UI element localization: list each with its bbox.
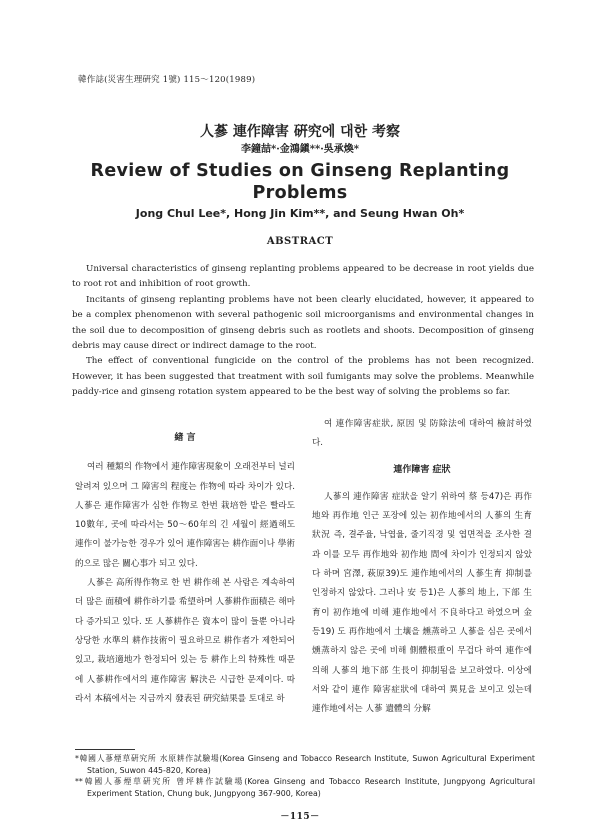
abstract-paragraph: Universal characteristics of ginseng replanting problems appeared to be decrease in root yields due to root rot and inhibition of root growth.: [72, 264, 534, 290]
right-column: [312, 415, 532, 719]
footnote-divider: [75, 749, 135, 750]
introduction-heading: 緖 言: [174, 433, 196, 443]
korean-authors: 李鐘喆*·金鴻鎭**·吳承煥*: [241, 144, 359, 155]
page-number: －115－: [280, 812, 320, 822]
symptoms-heading: 連作障害 症狀: [393, 464, 451, 475]
abstract-paragraph: Incitants of ginseng replanting problems have not been clearly elucidated, however, it appeared to be a complex phenomenon with several pathogenic soil microorganisms and environmental changes in the soil due to decomposition of ginseng debris such as rootlets and shoots. Decomposition of ginseng debris may cause direct or indirect damage to the root.: [72, 294, 534, 352]
abstract-paragraph: The effect of conventional fungicide on the control of the problems has not been recognized. However, it has been suggested that treatment with soil fumigants may solve the problems. Meanwhile paddy-rice and ginseng rotation system appeared to be the best way of solving the problems so far.: [72, 356, 534, 398]
body-paragraph: 人蔘의 連作障害 症狀을 알기 위하여 蔡 등47)은 再作地와 再作地 인근 포장에 있는 初作地에서의 人蔘의 生育狀況 즉, 결주율, 낙엽율, 줄기직경 및 엽면적을 조사한 결과 이를 모두 再作地와 初作地 間에 차이가 인정되지 않았다 하며 宮澤, 萩原39)도 連作地에서의 人蔘生育 抑制를 인정하지 않았다. 그러나 安 등1)은 人蔘의 地上, 下部 生育이 初作地에 비해 連作地에서 不良하다고 하였으며 金 등19) 도 再作地에서 土壤을 燻蒸하고 人蔘을 심은 곳에서 燻蒸하지 않은 곳에 비해 側體根重이 무겁다 하여 連作에 의해 人蔘의 地下部 生長이 抑制됨을 보고하였다. 이상에서와 같이 連作 障害症狀에 대하여 異見을 보이고 있는데 連作地에서는 人蔘 遺體의 分解: [312, 491, 532, 715]
body-paragraph: 여러 種類의 作物에서 連作障害現象이 오래전부터 널리 알려져 있으며 그 障害의 程度는 作物에 따라 차이가 있다. 人蔘은 連作障害가 심한 作物로 한번 栽培한 밭은 빨라도 10數年, 곳에 따라서는 50～60年의 긴 세월이 經過해도 連作이 불가능한 경우가 있어 連作障害는 耕作面이나 學術的으로 많은 關心事가 되고 있다.: [75, 462, 295, 569]
english-authors: Jong Chul Lee*, Hong Jin Kim**, and Seung Hwan Oh*: [135, 207, 465, 220]
english-title: Review of Studies on Ginseng Replanting Problems: [90, 161, 510, 203]
footnote-affiliation: **韓國人蔘煙草硏究所 曾坪耕作試驗場(Korea Ginseng and Tobacco Research Institute, Jungpyong Agricultural Experiment Station, Chung buk, Jungpyong 367-900, Korea): [75, 777, 535, 798]
body-paragraph: 人蔘은 高所得作物로 한 번 耕作해 본 사람은 계속하여 더 많은 面積에 耕作하기를 希望하며 人蔘耕作面積은 해마다 증가되고 있다. 또 人蔘耕作은 資本이 많이 들뿐 아니라 상당한 水準의 耕作技術이 필요하므로 耕作者가 제한되어 있고, 栽培適地가 한정되어 있는 등 耕作上의 特殊性 때문에 人蔘耕作에서의 連作障害 解決은 시급한 문제이다. 따라서 本稿에서는 지금까지 發表된 硏究結果를 토대로 하: [75, 578, 295, 704]
footnotes: [75, 753, 535, 799]
left-column: [75, 415, 295, 709]
body-paragraph: 여 連作障害症狀, 原因 및 防除法에 대하여 檢討하였다.: [312, 419, 532, 449]
abstract-body: [72, 262, 534, 401]
title-block: [60, 123, 540, 221]
korean-title: 人蔘 連作障害 硏究에 대한 考察: [199, 124, 401, 140]
footnote-affiliation: *韓國人蔘煙草硏究所 水原耕作試驗場(Korea Ginseng and Tobacco Research Institute, Suwon Agricultural Experiment Station, Suwon 445-820, Korea): [75, 754, 535, 775]
abstract-heading: ABSTRACT: [266, 236, 334, 247]
journal-citation: 韓作誌(災害生理硏究 1號) 115～120(1989): [78, 75, 256, 85]
